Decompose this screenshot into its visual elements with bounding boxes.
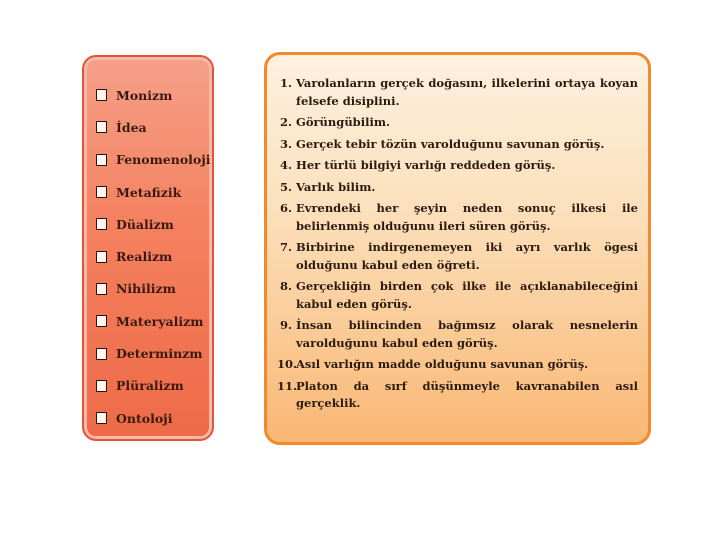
checkbox[interactable] [96,412,107,424]
definition-text: Birbirine indirgenemeyen iki ayrı varlık ögesi olduğunu kabul eden öğreti. [296,240,638,272]
checkbox[interactable] [96,315,107,327]
definition-number: 10. [277,357,298,371]
checkbox[interactable] [96,154,107,166]
definition-item [277,317,638,352]
definition-item [277,75,638,110]
definition-text: İnsan bilincinden bağımsız olarak nesnelerin varolduğunu kabul eden görüş. [296,318,638,350]
term-label: Determinzm [116,346,203,362]
definition-number: 3. [279,136,292,151]
term-label: Nihilizm [116,281,176,297]
checkbox[interactable] [96,348,107,360]
definition-number: 9. [279,318,292,332]
term-item[interactable] [96,176,212,208]
definition-text: Gerçek tebir tözün varolduğunu savunan görüş. [296,136,605,151]
checkbox[interactable] [96,121,107,133]
term-label: Monizm [116,87,173,103]
term-label: Fenomenoloji [116,152,211,168]
definition-number: 1. [279,76,292,90]
definition-item [277,239,638,274]
checkbox[interactable] [96,251,107,263]
term-item[interactable] [96,111,212,143]
definition-text: Varlık bilim. [296,179,376,194]
term-label: Düalizm [116,216,174,232]
term-item[interactable] [96,337,212,369]
term-item[interactable] [96,273,212,305]
definition-item [277,136,638,154]
definition-text: Görüngübilim. [296,115,390,129]
checkbox[interactable] [96,380,107,392]
term-label: Metafizik [116,184,182,200]
term-label: Materyalizm [116,313,204,329]
term-label: Realizm [116,249,173,265]
definition-item [277,356,638,374]
definition-number: 6. [279,201,292,215]
checkbox[interactable] [96,218,107,230]
checkbox[interactable] [96,89,107,101]
definitions-panel [264,52,651,445]
term-label: İdea [116,119,147,135]
definition-text: Evrendeki her şeyin neden sonuç ilkesi ile belirlenmiş olduğunu ileri süren görüş. [296,201,638,233]
definition-item [277,378,638,413]
term-label: Plüralizm [116,378,184,394]
term-item[interactable] [96,208,212,240]
definition-number: 4. [279,158,292,172]
definition-item [277,179,638,197]
term-item[interactable] [96,305,212,337]
checkbox[interactable] [96,186,107,198]
terms-list [84,57,212,434]
term-item[interactable] [96,370,212,402]
definition-item [277,157,638,175]
checkbox[interactable] [96,283,107,295]
definition-item [277,278,638,313]
definition-number: 7. [279,240,292,254]
terms-panel [82,55,214,441]
definitions-list [267,55,648,413]
term-item[interactable] [96,402,212,434]
definition-text: Varolanların gerçek doğasını, ilkelerini ortaya koyan felsefe disiplini. [296,76,638,108]
definition-number: 2. [279,115,292,129]
definition-number: 11. [277,378,298,393]
definition-item [277,200,638,235]
definition-number: 5. [279,179,292,194]
definition-text: Gerçekliğin birden çok ilke ile açıklanabileceğini kabul eden görüş. [296,279,638,311]
definition-number: 8. [279,279,292,293]
term-label: Ontoloji [116,410,173,426]
term-item[interactable] [96,79,212,111]
definition-text: Asıl varlığın madde olduğunu savunan görüş. [296,357,589,371]
definition-item [277,114,638,132]
term-item[interactable] [96,144,212,176]
definition-text: Her türlü bilgiyi varlığı reddeden görüş. [296,158,556,172]
term-item[interactable] [96,240,212,272]
definition-text: Platon da sırf düşünmeyle kavranabilen asıl gerçeklik. [296,378,638,410]
